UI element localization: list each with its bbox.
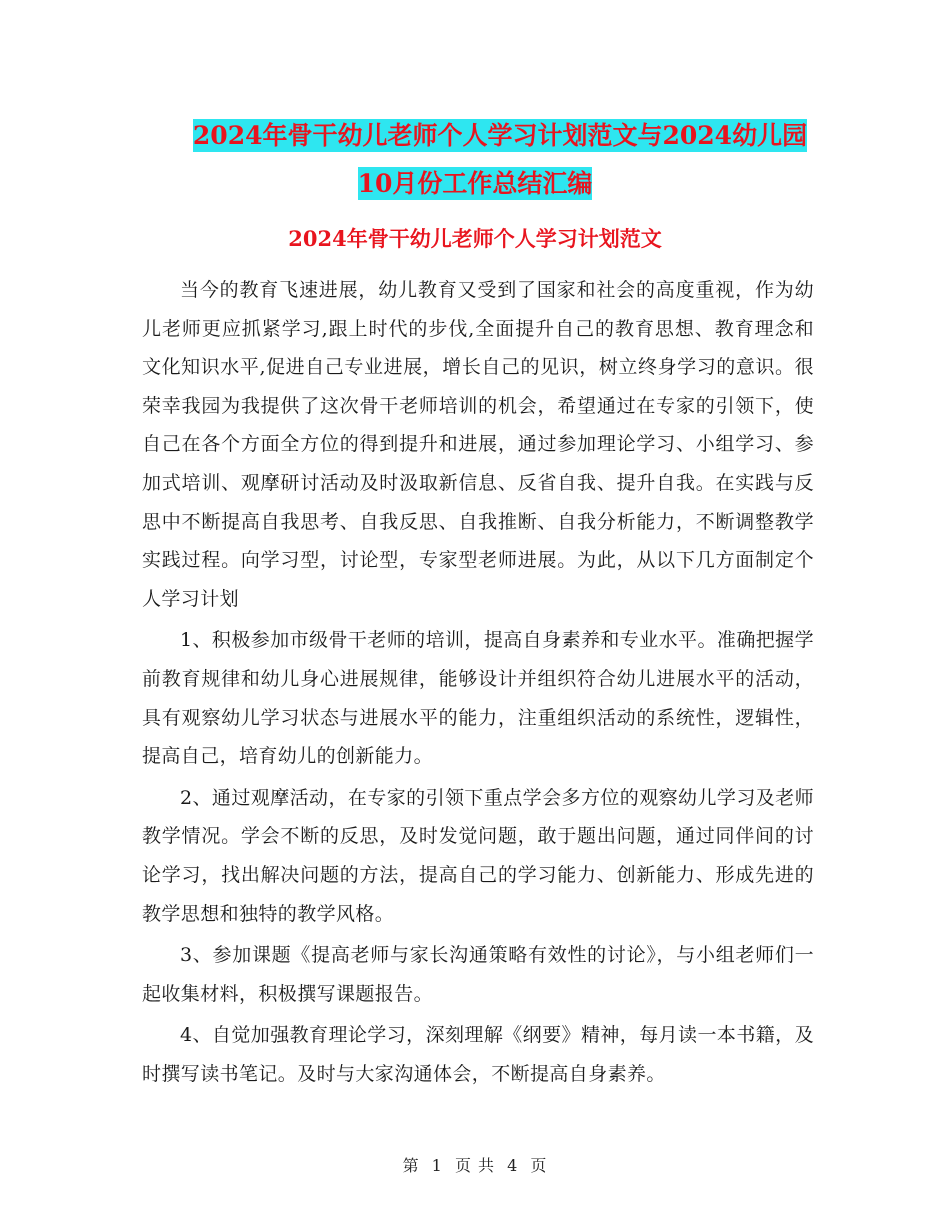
paragraph: 4、自觉加强教育理论学习，深刻理解《纲要》精神，每月读一本书籍，及时撰写读书笔记。及时与大家沟通体会，不断提高自身素养。 xyxy=(142,1024,814,1085)
footer-suffix: 页 xyxy=(530,1156,548,1175)
paragraph: 1、积极参加市级骨干老师的培训，提高自身素养和专业水平。准确把握学前教育规律和幼儿身心进展规律，能够设计并组织符合幼儿进展水平的活动，具有观察幼儿学习状态与进展水平的能力，注重组织活动的系统性，逻辑性，提高自己，培育幼儿的创新能力。 xyxy=(142,629,814,768)
document-title-line1: 2024年骨干幼儿老师个人学习计划范文与2024幼儿园 xyxy=(192,121,808,150)
footer-prefix: 第 xyxy=(402,1156,420,1175)
paragraph: 当今的教育飞速进展，幼儿教育又受到了国家和社会的高度重视，作为幼儿老师更应抓紧学习,跟上时代的步伐,全面提升自己的教育思想、教育理念和文化知识水平,促进自己专业进展，增长自己的见识，树立终身学习的意识。很荣幸我园为我提供了这次骨干老师培训的机会，希望通过在专家的引领下，使自己在各个方面全方位的得到提升和进展，通过参加理论学习、小组学习、参加式培训、观摩研讨活动及时汲取新信息、反省自我、提升自我。在实践与反思中不断提高自我思考、自我反思、自我推断、自我分析能力，不断调整教学实践过程。向学习型，讨论型，专家型老师进展。为此，从以下几方面制定个人学习计划 xyxy=(142,279,814,610)
footer-page-number: 1 xyxy=(431,1156,443,1175)
footer-total-pages: 4 xyxy=(507,1156,519,1175)
section-title: 2024年骨干幼儿老师个人学习计划范文 xyxy=(288,226,662,251)
page-footer xyxy=(0,1153,950,1176)
document-title-line2: 10月份工作总结汇编 xyxy=(357,169,593,198)
paragraph: 3、参加课题《提高老师与家长沟通策略有效性的讨论》，与小组老师们一起收集材料，积极撰写课题报告。 xyxy=(142,944,814,1005)
paragraph: 2、通过观摩活动，在专家的引领下重点学会多方位的观察幼儿学习及老师教学情况。学会不断的反思，及时发觉问题，敢于题出问题，通过同伴间的讨论学习，找出解决问题的方法，提高自己的学习能力、创新能力、形成先进的教学思想和独特的教学风格。 xyxy=(142,786,814,925)
document-body xyxy=(142,271,814,1096)
footer-middle: 页 共 xyxy=(454,1156,496,1175)
document-title xyxy=(0,112,950,208)
